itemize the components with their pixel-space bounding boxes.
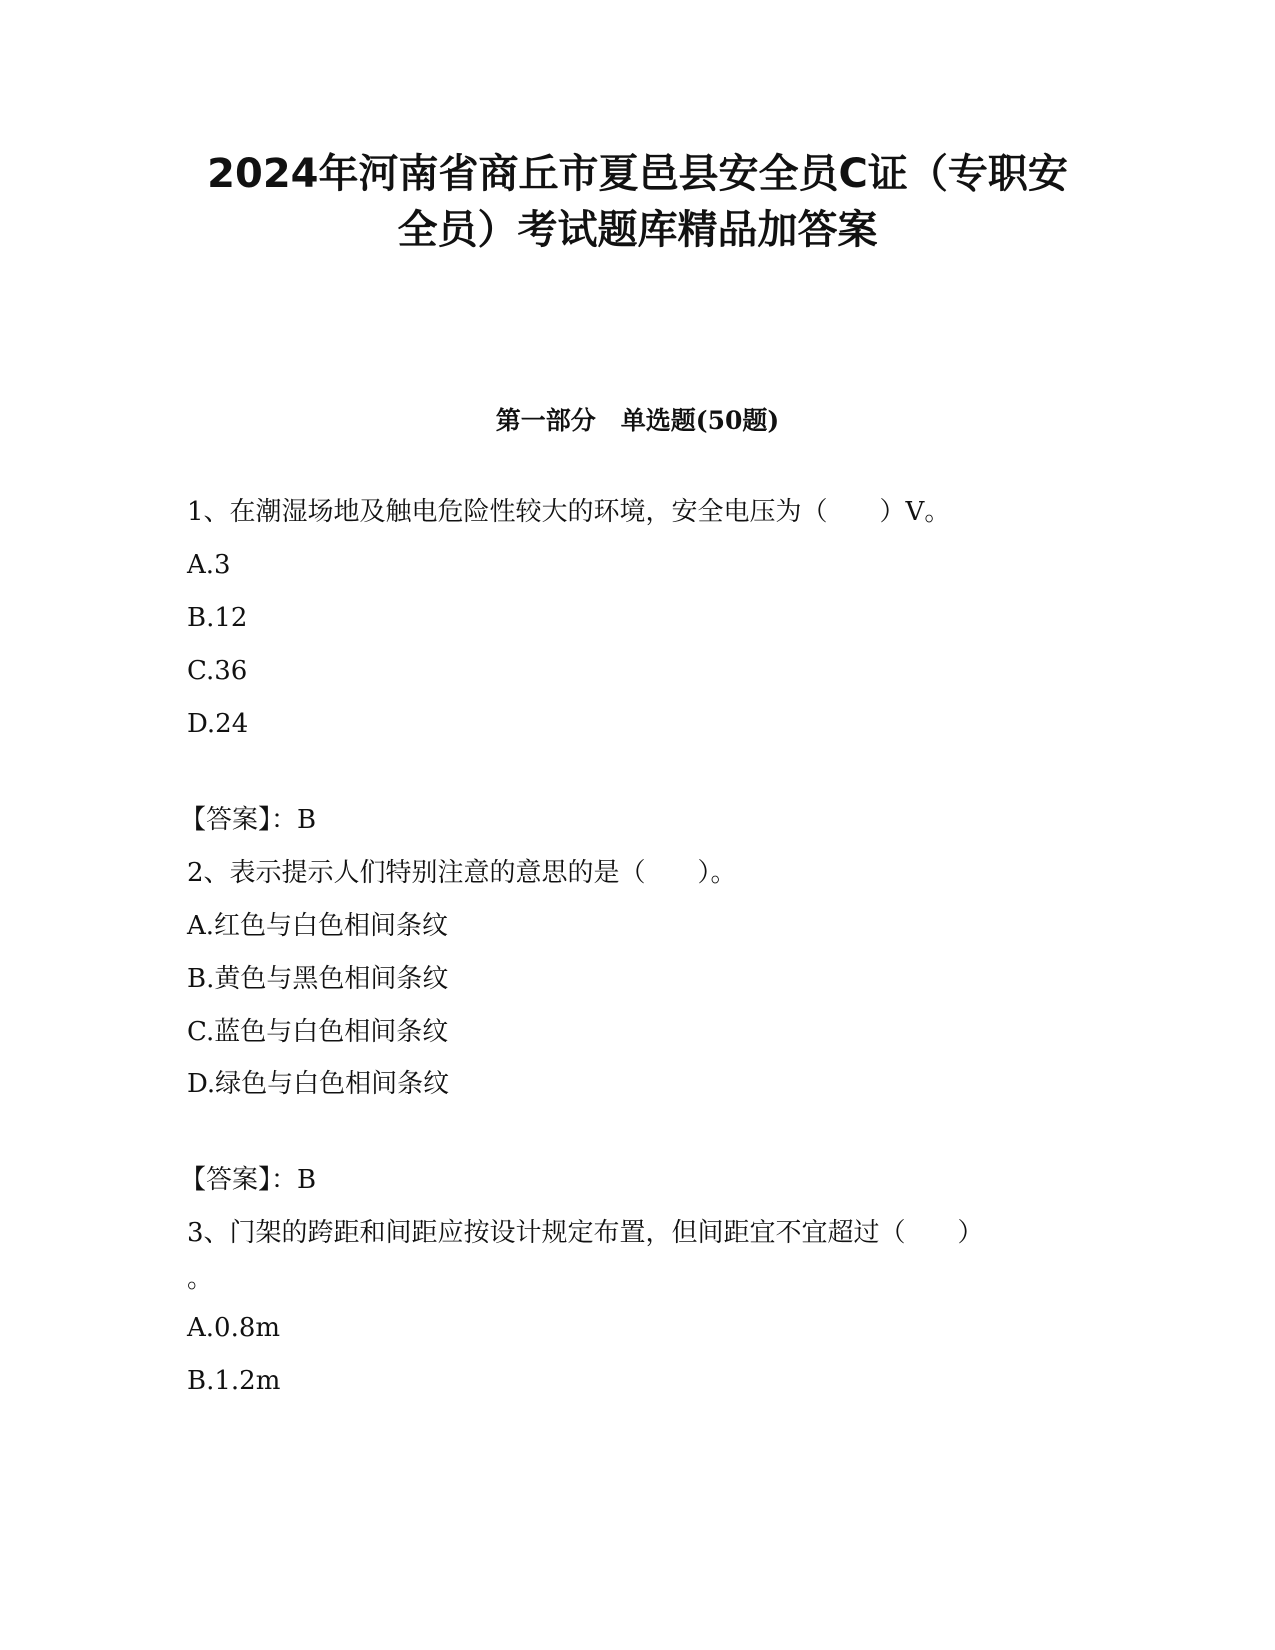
question-3-option-b: B.1.2m [187, 1366, 281, 1396]
question-1-answer: 【答案】：B [180, 805, 317, 835]
question-1-option-a: A.3 [187, 550, 231, 580]
question-3-stem-continuation: 。 [187, 1264, 214, 1294]
question-1-option-c: C.36 [187, 656, 248, 686]
question-2-stem: 2、表示提示人们特别注意的意思的是（ ）。 [187, 858, 737, 888]
question-2-answer: 【答案】：B [180, 1165, 317, 1195]
question-2-option-b: B.黄色与黑色相间条纹 [187, 964, 449, 994]
document-title-line-2: 全员）考试题库精品加答案 [397, 207, 878, 253]
section-heading: 第一部分 单选题(50题) [495, 406, 780, 435]
document-title-line-1: 2024年河南省商丘市夏邑县安全员C证（专职安 [207, 151, 1068, 197]
question-1-option-b: B.12 [187, 603, 248, 633]
question-2-option-d: D.绿色与白色相间条纹 [187, 1069, 450, 1099]
question-1-stem: 1、在潮湿场地及触电危险性较大的环境，安全电压为（ ）V。 [187, 497, 951, 527]
question-3-stem: 3、门架的跨距和间距应按设计规定布置，但间距宜不宜超过（ ） [187, 1218, 984, 1248]
question-3-option-a: A.0.8m [187, 1313, 281, 1343]
question-1-option-d: D.24 [187, 709, 249, 739]
question-2-option-a: A.红色与白色相间条纹 [187, 911, 449, 941]
question-2-option-c: C.蓝色与白色相间条纹 [187, 1017, 449, 1047]
